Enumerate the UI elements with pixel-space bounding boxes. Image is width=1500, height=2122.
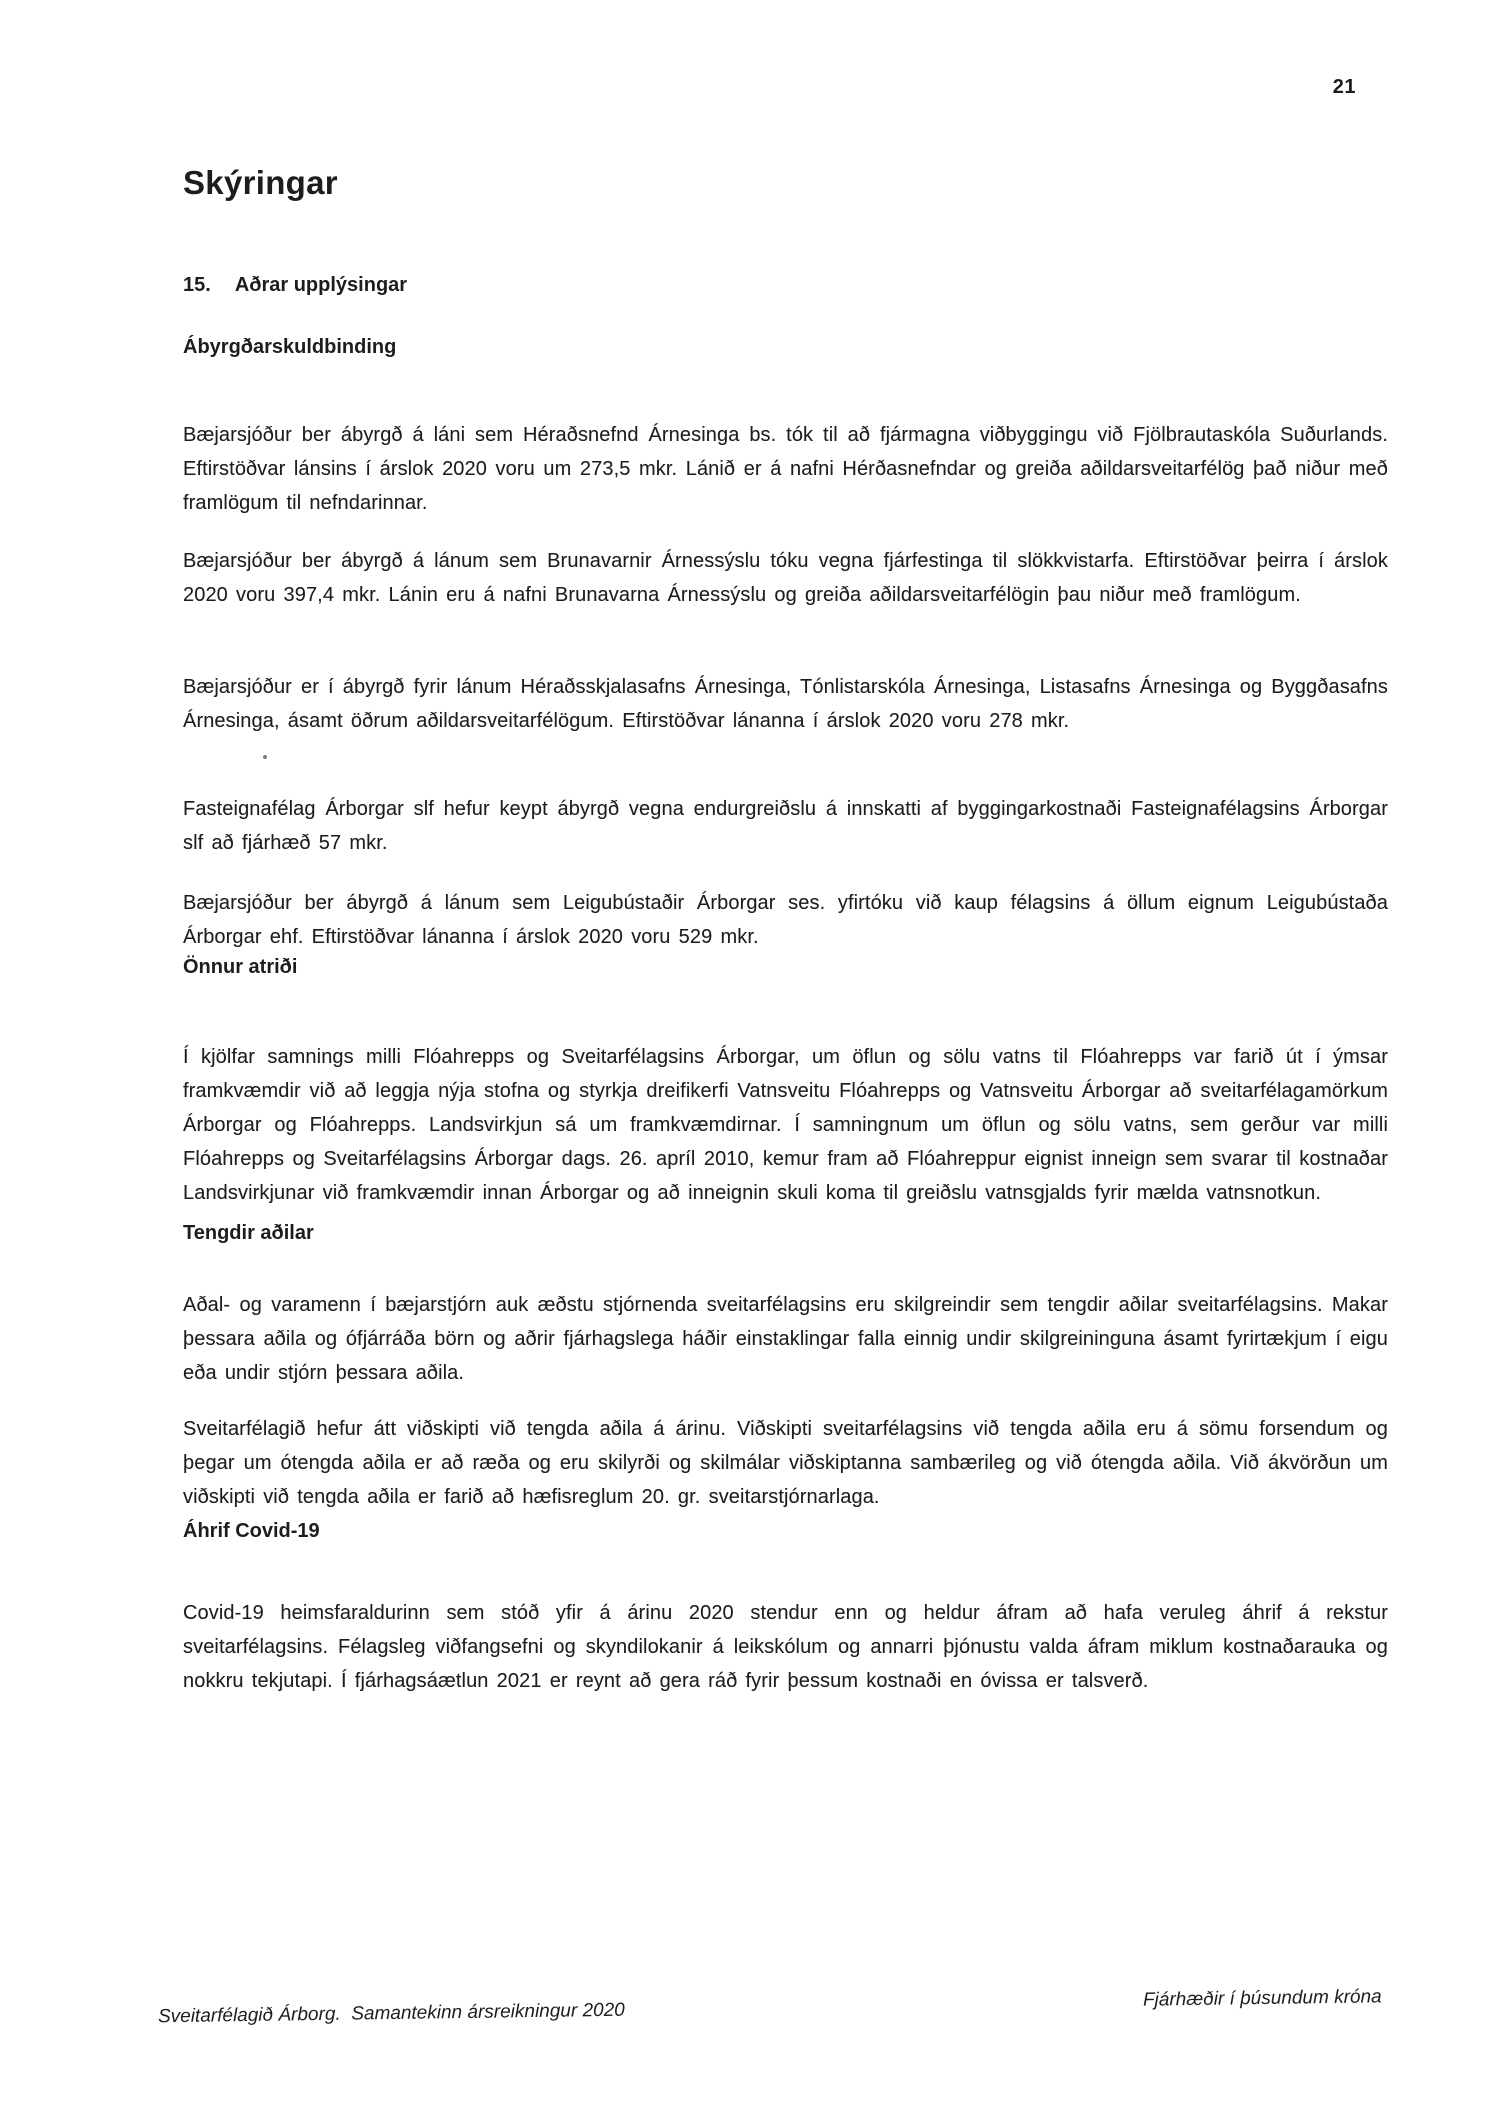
scan-artifact-dot — [263, 755, 267, 759]
paragraph-leigubustadir-loans: Bæjarsjóður ber ábyrgð á lánum sem Leigubústaðir Árborgar ses. yfirtóku við kaup félagsins á öllum eignum Leigubústaða Árborgar ehf. Eftirstöðvar lánanna í árslok 2020 voru 529 mkr. — [183, 892, 1388, 948]
subheading-onnur-atridi: Önnur atriði — [183, 956, 298, 978]
subheading-ahrif-covid-19: Áhrif Covid-19 — [183, 1520, 320, 1542]
paragraph-safn-loans: Bæjarsjóður er í ábyrgð fyrir lánum Héraðsskjalasafns Árnesinga, Tónlistarskóla Árnesinga, Listasafns Árnesinga og Byggðasafns Árnesinga, ásamt öðrum aðildarsveitarfélögum. Eftirstöðvar lánanna í árslok 2020 voru 278 mkr. — [183, 676, 1388, 732]
paragraph-fasteignafelag-guarantee: Fasteignafélag Árborgar slf hefur keypt ábyrgð vegna endurgreiðslu á innskatti af byggingarkostnaði Fasteignafélagsins Árborgar slf að fjárhæð 57 mkr. — [183, 798, 1388, 854]
section-number: 15. — [183, 274, 211, 296]
page-title: Skýringar — [183, 164, 338, 202]
footer-entity-report-label: Sveitarfélagið Árborg. Samantekinn ársreikningur 2020 — [157, 1999, 625, 2028]
page-number: 21 — [1332, 76, 1356, 98]
paragraph-floahreppur-water-agreement: Í kjölfar samnings milli Flóahrepps og Sveitarfélagsins Árborgar, um öflun og sölu vatns til Flóahrepps var farið út í ýmsar framkvæmdir við að leggja nýja stofna og styrkja dreifikerfi Vatnsveitu Flóahrepps og Vatnsveitu Árborgar að sveitarfélagamörkum Árborgar og Flóahrepps. Landsvirkjun sá um framkvæmdirnar. Í samningnum um öflun og sölu vatns, sem gerður var milli Flóahrepps og Sveitarfélagsins Árborgar dags. 26. apríl 2010, kemur fram að Flóahreppur eignist inneign sem svarar til kostnaðar Landsvirkjunar við framkvæmdir innan Árborgar og að inneignin skuli koma til greiðslu vatnsgjalds fyrir mælda vatnsnotkun. — [183, 1046, 1388, 1204]
paragraph-brunavarnir-loan: Bæjarsjóður ber ábyrgð á lánum sem Brunavarnir Árnessýslu tóku vegna fjárfestinga til slökkvistarfa. Eftirstöðvar þeirra í árslok 2020 voru 397,4 mkr. Lánin eru á nafni Brunavarna Árnessýslu og greiða aðildarsveitarfélögin þau niður með framlögum. — [183, 550, 1388, 606]
section-heading — [183, 274, 407, 297]
subheading-abyrgdarskuldbinding: Ábyrgðarskuldbinding — [183, 336, 397, 358]
footer-amounts-unit-label: Fjárhæðir í þúsundum króna — [1143, 1986, 1383, 2011]
paragraph-related-parties-transactions: Sveitarfélagið hefur átt viðskipti við tengda aðila á árinu. Viðskipti sveitarfélagsins við tengda aðila eru á sömu forsendum og þegar um ótengda aðila er að ræða og eru skilyrði og skilmálar viðskiptanna sambærileg og við ótengda aðila. Við ákvörðun um viðskipti við tengda aðila er farið að hæfisreglum 20. gr. sveitarstjórnarlaga. — [183, 1418, 1388, 1508]
paragraph-heradsnefnd-loan: Bæjarsjóður ber ábyrgð á láni sem Héraðsnefnd Árnesinga bs. tók til að fjármagna viðbyggingu við Fjölbrautaskóla Suðurlands. Eftirstöðvar lánsins í árslok 2020 voru um 273,5 mkr. Lánið er á nafni Hérðasnefndar og greiða aðildarsveitarfélög það niður með framlögum til nefndarinnar. — [183, 424, 1388, 514]
paragraph-covid-19-impact: Covid-19 heimsfaraldurinn sem stóð yfir á árinu 2020 stendur enn og heldur áfram að hafa veruleg áhrif á rekstur sveitarfélagsins. Félagsleg viðfangsefni og skyndilokanir á leikskólum og annarri þjónustu valda áfram miklum kostnaðarauka og nokkru tekjutapi. Í fjárhagsáætlun 2021 er reynt að gera ráð fyrir þessum kostnaði en óvissa er talsverð. — [183, 1602, 1388, 1692]
subheading-tengdir-adilar: Tengdir aðilar — [183, 1222, 314, 1244]
paragraph-related-parties-definition: Aðal- og varamenn í bæjarstjórn auk æðstu stjórnenda sveitarfélagsins eru skilgreindir sem tengdir aðilar sveitarfélagsins. Makar þessara aðila og ófjárráða börn og aðrir fjárhagslega háðir einstaklingar falla einnig undir skilgreininguna ásamt fyrirtækjum í eigu eða undir stjórn þessara aðila. — [183, 1294, 1388, 1384]
section-title: Aðrar upplýsingar — [234, 274, 408, 296]
